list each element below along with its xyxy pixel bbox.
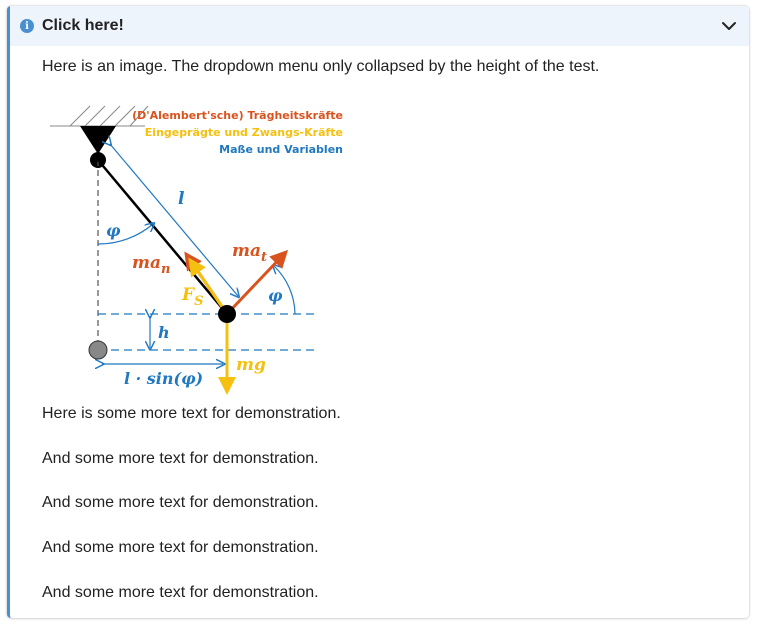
label-ma-t: $ma_t$	[232, 241, 268, 265]
panel-title: Click here!	[42, 17, 124, 34]
legend-measures: Maße und Variablen	[219, 143, 343, 156]
label-ma-n: $ma_n$	[132, 253, 171, 277]
label-l: l	[178, 189, 185, 209]
paragraph: Here is some more text for demonstration.	[42, 405, 341, 422]
label-fs: $F_S$	[182, 285, 204, 309]
paragraph: And some more text for demonstration.	[42, 450, 319, 467]
label-lsin: l · sin(φ)	[124, 369, 204, 388]
chevron-down-icon[interactable]	[721, 18, 737, 34]
collapsible-panel	[7, 6, 749, 618]
legend-forces: Eingeprägte und Zwangs-Kräfte	[144, 126, 343, 139]
label-mg: mg	[236, 355, 266, 375]
intro-text: Here is an image. The dropdown menu only collapsed by the height of the test.	[42, 58, 600, 75]
info-circle-icon: i	[20, 19, 34, 33]
paragraph: And some more text for demonstration.	[42, 584, 319, 601]
label-h: h	[158, 323, 170, 342]
pivot-mount	[80, 126, 116, 154]
rest-mass	[89, 341, 107, 359]
legend-inertia: (D'Alembert'sche) Trägheitskräfte	[132, 109, 343, 122]
panel-header[interactable]	[10, 6, 749, 46]
pendulum-mass	[218, 305, 236, 323]
label-phi-top: φ	[106, 221, 121, 240]
paragraph: And some more text for demonstration.	[42, 539, 319, 556]
pendulum-diagram	[40, 96, 350, 396]
label-phi-right: φ	[268, 286, 283, 305]
paragraph: And some more text for demonstration.	[42, 494, 319, 511]
